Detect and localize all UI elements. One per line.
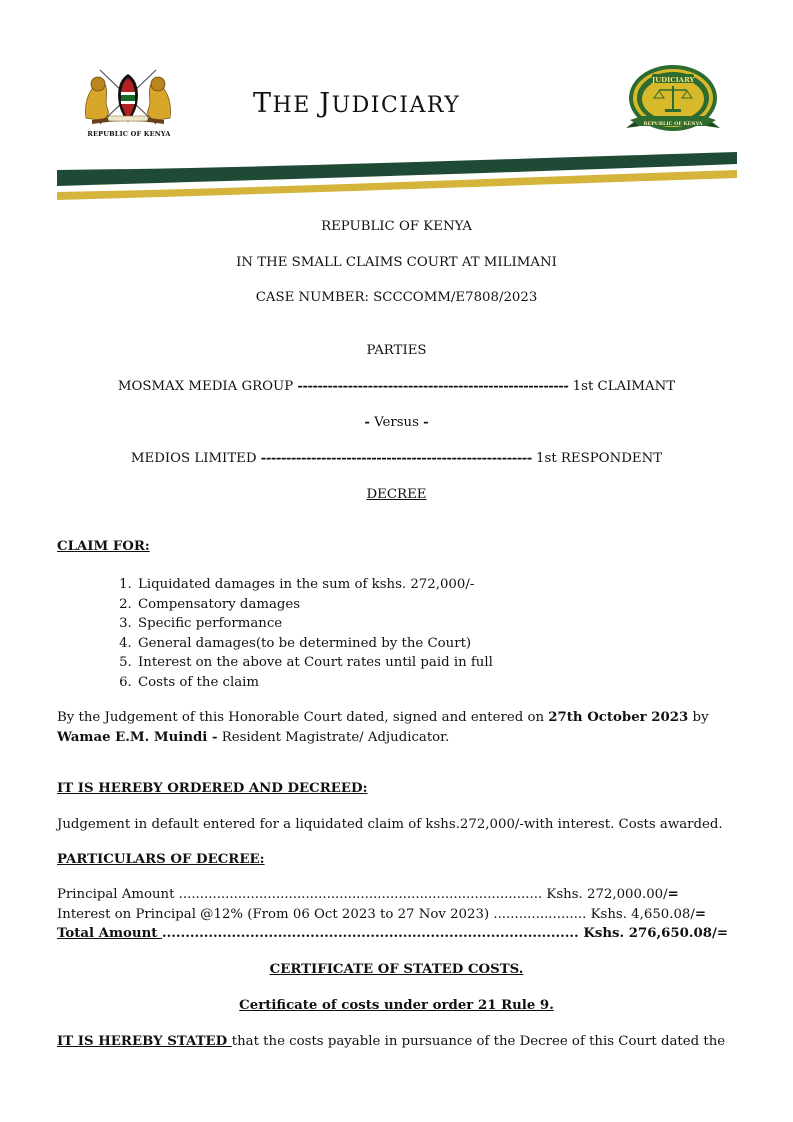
coat-of-arms-logo	[78, 66, 178, 130]
list-item: 4. General damages(to be determined by the Court)	[136, 634, 493, 654]
interest-line	[57, 907, 706, 922]
list-item: 3. Specific performance	[136, 614, 493, 634]
judgement-date: 27th October 2023	[548, 710, 689, 725]
judge-role: Resident Magistrate/ Adjudicator.	[217, 729, 450, 745]
seal-top-text: JUDICIARY	[652, 76, 695, 84]
respondent-dashes: ------------------------------------------------------	[260, 451, 532, 466]
versus-dash: -	[364, 415, 370, 430]
versus-text: Versus	[369, 415, 424, 430]
principal-label: Principal Amount ......................................................................................	[57, 887, 543, 902]
judgement-paragraph	[57, 708, 737, 747]
list-item: 1. Liquidated damages in the sum of kshs. 272,000/-	[136, 575, 493, 595]
total-label: Total Amount	[57, 926, 163, 941]
title-part: HE	[272, 93, 320, 118]
judge-name: Wamae E.M. Muindi -	[57, 729, 218, 745]
certificate-subtitle: Certificate of costs under order 21 Rule 9.	[239, 998, 554, 1013]
title-letter: T	[253, 88, 273, 119]
list-item: 5. Interest on the above at Court rates until paid in full	[136, 653, 493, 673]
particulars-label: PARTICULARS OF DECREE:	[57, 852, 265, 867]
stated-line	[57, 1034, 725, 1049]
claimant-role: 1st CLAIMANT	[572, 379, 676, 394]
page-title	[253, 88, 460, 119]
claim-label: CLAIM FOR:	[57, 539, 150, 554]
republic-heading: REPUBLIC OF KENYA	[321, 219, 472, 234]
court-heading: IN THE SMALL CLAIMS COURT AT MILIMANI	[236, 255, 557, 270]
judgement-intro: By the Judgement of this Honorable Court dated, signed and entered on	[57, 710, 549, 725]
order-label: IT IS HEREBY ORDERED AND DECREED:	[57, 781, 368, 796]
coat-of-arms-caption: REPUBLIC OF KENYA	[87, 130, 171, 138]
parties-heading: PARTIES	[366, 343, 427, 358]
respondent-role: 1st RESPONDENT	[536, 451, 663, 466]
stated-label: IT IS HEREBY STATED	[57, 1034, 232, 1049]
order-text: Judgement in default entered for a liquidated claim of kshs.272,000/-with interest. Costs awarded.	[57, 817, 723, 832]
coat-of-arms-icon	[78, 66, 178, 130]
title-part: UDICIARY	[331, 93, 461, 118]
claimant-name: MOSMAX MEDIA GROUP	[117, 379, 294, 394]
decree-heading: DECREE	[366, 487, 427, 502]
total-line	[57, 926, 728, 941]
interest-suffix: =	[694, 907, 707, 922]
total-value: Kshs. 276,650.08/=	[578, 926, 729, 941]
principal-suffix: =	[667, 887, 679, 902]
list-item: 2. Compensatory damages	[136, 595, 493, 615]
certificate-title: CERTIFICATE OF STATED COSTS.	[269, 962, 524, 977]
claimant-dashes: ------------------------------------------------------	[297, 379, 569, 394]
principal-line	[57, 887, 679, 902]
interest-label: Interest on Principal @12% (From 06 Oct 2023 to 27 Nov 2023) ......................	[57, 907, 587, 922]
total-dots: ..........................................................................................	[162, 926, 579, 941]
claimant-line	[0, 379, 793, 394]
list-item: 6. Costs of the claim	[136, 673, 493, 693]
case-number: CASE NUMBER: SCCCOMM/E7808/2023	[255, 290, 538, 305]
interest-value: Kshs. 4,650.08/	[586, 907, 695, 922]
judgement-by: by	[688, 710, 709, 725]
principal-value: Kshs. 272,000.00/	[542, 887, 668, 902]
stated-text: that the costs payable in pursuance of the Decree of this Court dated the	[231, 1034, 726, 1049]
respondent-line	[0, 451, 793, 466]
swoosh-decoration	[57, 148, 737, 200]
seal-bottom-text: REPUBLIC OF KENYA	[643, 121, 703, 127]
versus-line	[0, 415, 793, 430]
claim-list	[112, 575, 493, 692]
header-swoosh	[57, 148, 737, 200]
versus-dash: -	[423, 415, 429, 430]
title-letter: J	[319, 88, 332, 119]
respondent-name: MEDIOS LIMITED	[130, 451, 257, 466]
